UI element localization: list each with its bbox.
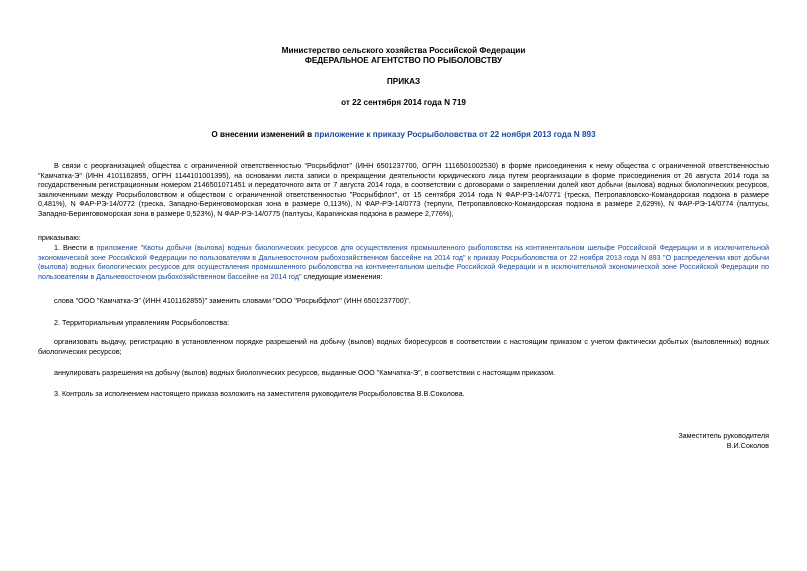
appendix-link[interactable]: приложение "Квоты добычи (вылова) водных биологических ресурсов для осуществления промышленного рыболовства на континентальном шельфе Российской Федерации и в исключительной экономической зоне Российской Федерации по пользователям в Дальневосточном рыбохозяйственном бассейне на 2014 год" к приказу Росрыболовства от 22 ноября 2013 года N 893 "О распределении квот добычи (вылова) водных биологических ресурсов для осуществления промышленного рыболовства на континентальном шельфе Российской Федерации и в исключительной экономической зоне Российской Федерации по пользователям в Дальневосточном рыбохозяйственном бассейне на 2014 год" (38, 243, 770, 281)
signature-name: В.И.Соколов (726, 441, 769, 450)
title-prefix: О внесении изменений в (211, 130, 315, 139)
item-1-paragraph (38, 243, 769, 281)
replacement-paragraph: слова "ООО "Камчатка-Э" (ИНН 4101162855)" заменить словами "ООО "Росрыбфлот" (ИНН 6501237700)". (54, 296, 411, 305)
title-link[interactable]: приложение к приказу Росрыболовства от 22 ноября 2013 года N 893 (314, 130, 596, 139)
item-3-paragraph: 3. Контроль за исполнением настоящего приказа возложить на заместителя руководителя Росрыболовства В.В.Соколова. (54, 389, 465, 398)
item-2-paragraph: 2. Территориальным управлениям Росрыболовства: (54, 318, 230, 327)
preamble-paragraph: В связи с реорганизацией общества с ограниченной ответственностью "Росрыбфлот" (ИНН 6501237700, ОГРН 1116501002530) в форме присоединения к нему общества с ограниченной ответственностью "Камчатка-Э" (ИНН 4101162855, ОГРН 1144101001395), на основании листа записи о прекращении деятельности юридического лица путем реорганизации в форме присоединения от 26 августа 2014 года за государственным регистрационным номером 2146501071451 и передаточного акта от 7 августа 2014 года, в соответствии с договорами о закреплении долей квот добычи (вылова) водных биологических ресурсов, заключенными между Росрыболовством и обществом с ограниченной ответственностью "Росрыбфлот", от 15 сентября 2014 года N ФАР-РЭ-14/0771 (треска, Петропавловско-Командорская подзона в размере 0,481%), N ФАР-РЭ-14/0772 (треска, Западно-Беринговоморская зона в размере 0,113%), N ФАР-РЭ-14/0773 (терпуги, Петропавловско-Командорская подзона в размере 2,629%), N ФАР-РЭ-14/0774 (палтусы, Западно-Беринговоморская зона в размере 0,523%), N ФАР-РЭ-14/0775 (палтусы, Карагинская подзона в размере 2,776%), (38, 161, 769, 218)
agency-name: ФЕДЕРАЛЬНОЕ АГЕНТСТВО ПО РЫБОЛОВСТВУ (304, 56, 503, 65)
ministry-name: Министерство сельского хозяйства Российской Федерации (281, 46, 526, 55)
document-type: ПРИКАЗ (386, 77, 421, 86)
issue-permits-paragraph: организовать выдачу, регистрацию в установленном порядке разрешений на добычу (вылов) водных биоресурсов в соответствии с настоящим приказом с учетом фактически добытых (выловленных) водных биологических ресурсов; (38, 337, 769, 356)
item-1-suffix: следующие изменения: (301, 271, 383, 281)
signature-position: Заместитель руководителя (678, 431, 769, 440)
order-word: приказываю: (38, 233, 81, 242)
document-title (0, 130, 807, 140)
document-date-number: от 22 сентября 2014 года N 719 (341, 98, 466, 107)
item-1-prefix: 1. Внести в (54, 243, 97, 252)
cancel-permits-paragraph: аннулировать разрешения на добычу (вылов) водных биологических ресурсов, выданные ООО "Камчатка-Э", в соответствии с настоящим приказом. (54, 368, 556, 377)
